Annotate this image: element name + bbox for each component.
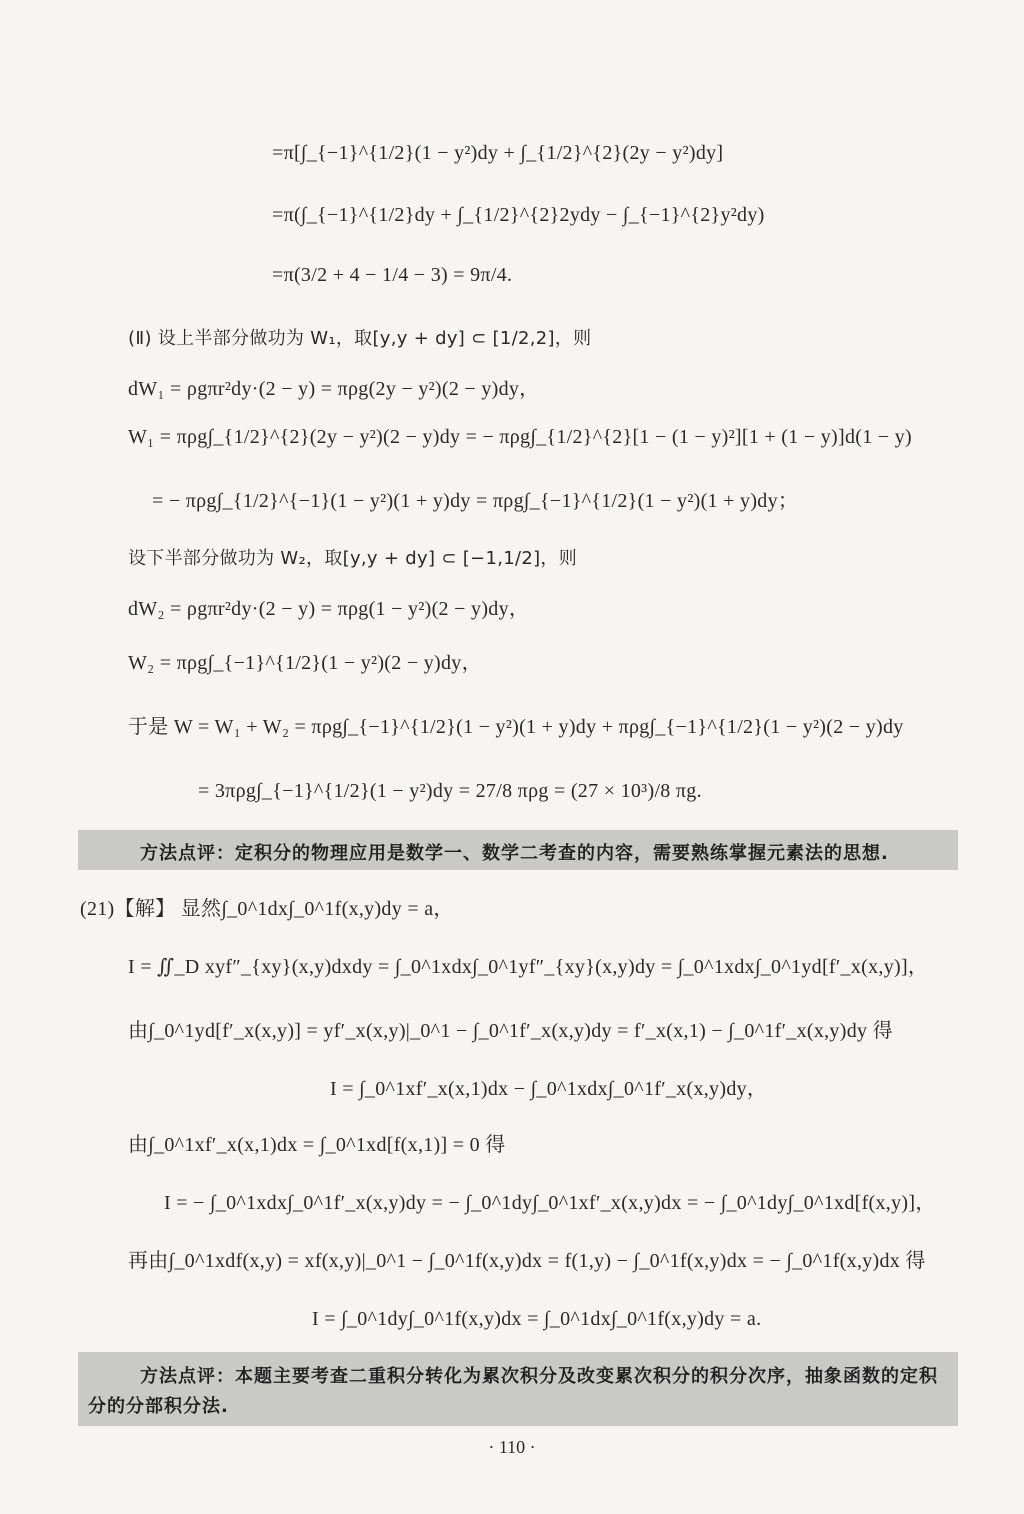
- equation-W1-cont: = − πρg∫_{1/2}^{−1}(1 − y²)(1 + y)dy = πρg∫_{−1}^{1/2}(1 − y²)(1 + y)dy；: [152, 490, 799, 512]
- equation-I-swap: I = − ∫_0^1xdx∫_0^1f′_x(x,y)dy = − ∫_0^1dy∫_0^1xf′_x(x,y)dx = − ∫_0^1dy∫_0^1xd[f(x,y)]，: [164, 1192, 936, 1214]
- equation-dW2: dW₂ = ρgπr²dy·(2 − y) = πρg(1 − y²)(2 − y)dy，: [128, 598, 530, 620]
- equation-W1: W₁ = πρg∫_{1/2}^{2}(2y − y²)(2 − y)dy = − πρg∫_{1/2}^{2}[1 − (1 − y)²][1 + (1 − y)]d(1 − y): [128, 426, 912, 448]
- equation-again-by-parts: 再由∫_0^1xdf(x,y) = xf(x,y)|_0^1 − ∫_0^1f(x,y)dx = f(1,y) − ∫_0^1f(x,y)dx = − ∫_0^1f(x,y)dx 得: [128, 1250, 926, 1272]
- equation-line-2: =π(∫_{−1}^{1/2}dy + ∫_{1/2}^{2}2ydy − ∫_{−1}^{2}y²dy): [272, 204, 765, 226]
- part-2-intro: (Ⅱ) 设上半部分做功为 W₁，取[y,y + dy] ⊂ [1/2,2]，则: [128, 328, 592, 349]
- method-comment-text: 定积分的物理应用是数学一、数学二考查的内容，需要熟练掌握元素法的思想.: [235, 843, 889, 864]
- method-comment-text: 本题主要考查二重积分转化为累次积分及改变累次积分的积分次序，抽象函数的定积分的分部积分法.: [88, 1366, 938, 1417]
- method-comment-box-2: [78, 1352, 958, 1426]
- equation-zero: 由∫_0^1xf′_x(x,1)dx = ∫_0^1xd[f(x,1)] = 0 得: [128, 1134, 506, 1156]
- method-comment-box-1: [78, 830, 958, 870]
- page-number: · 110 ·: [488, 1437, 536, 1457]
- equation-line-3: =π(3/2 + 4 − 1/4 − 3) = 9π/4.: [272, 264, 513, 286]
- equation-I-final: I = ∫_0^1dy∫_0^1f(x,y)dx = ∫_0^1dx∫_0^1f(x,y)dy = a.: [312, 1308, 762, 1330]
- equation-W2: W₂ = πρg∫_{−1}^{1/2}(1 − y²)(2 − y)dy，: [128, 652, 482, 674]
- equation-I-split: I = ∫_0^1xf′_x(x,1)dx − ∫_0^1xdx∫_0^1f′_x(x,y)dy，: [330, 1078, 768, 1100]
- equation-line-1: =π[∫_{−1}^{1/2}(1 − y²)dy + ∫_{1/2}^{2}(2y − y²)dy]: [272, 142, 724, 164]
- method-comment-label: 方法点评：: [140, 1366, 235, 1387]
- equation-dW1: dW₁ = ρgπr²dy·(2 − y) = πρg(2y − y²)(2 − y)dy，: [128, 378, 540, 400]
- equation-W-result: = 3πρg∫_{−1}^{1/2}(1 − y²)dy = 27/8 πρg = (27 × 10³)/8 πg.: [198, 780, 702, 802]
- equation-W-sum: 于是 W = W₁ + W₂ = πρg∫_{−1}^{1/2}(1 − y²)(1 + y)dy + πρg∫_{−1}^{1/2}(1 − y²)(2 − y)dy: [128, 716, 904, 738]
- equation-by-parts: 由∫_0^1yd[f′_x(x,y)] = yf′_x(x,y)|_0^1 − ∫_0^1f′_x(x,y)dy = f′_x(x,1) − ∫_0^1f′_x(x,y)dy 得: [128, 1020, 893, 1042]
- problem-21-heading: (21)【解】 显然∫_0^1dx∫_0^1f(x,y)dy = a，: [80, 898, 454, 920]
- equation-I-def: I = ∬_D xyf″_{xy}(x,y)dxdy = ∫_0^1xdx∫_0^1yf″_{xy}(x,y)dy = ∫_0^1xdx∫_0^1yd[f′_x(x,y)]，: [128, 956, 929, 978]
- method-comment-label: 方法点评：: [140, 843, 235, 864]
- part-2-lower-intro: 设下半部分做功为 W₂，取[y,y + dy] ⊂ [−1,1/2]，则: [128, 548, 578, 569]
